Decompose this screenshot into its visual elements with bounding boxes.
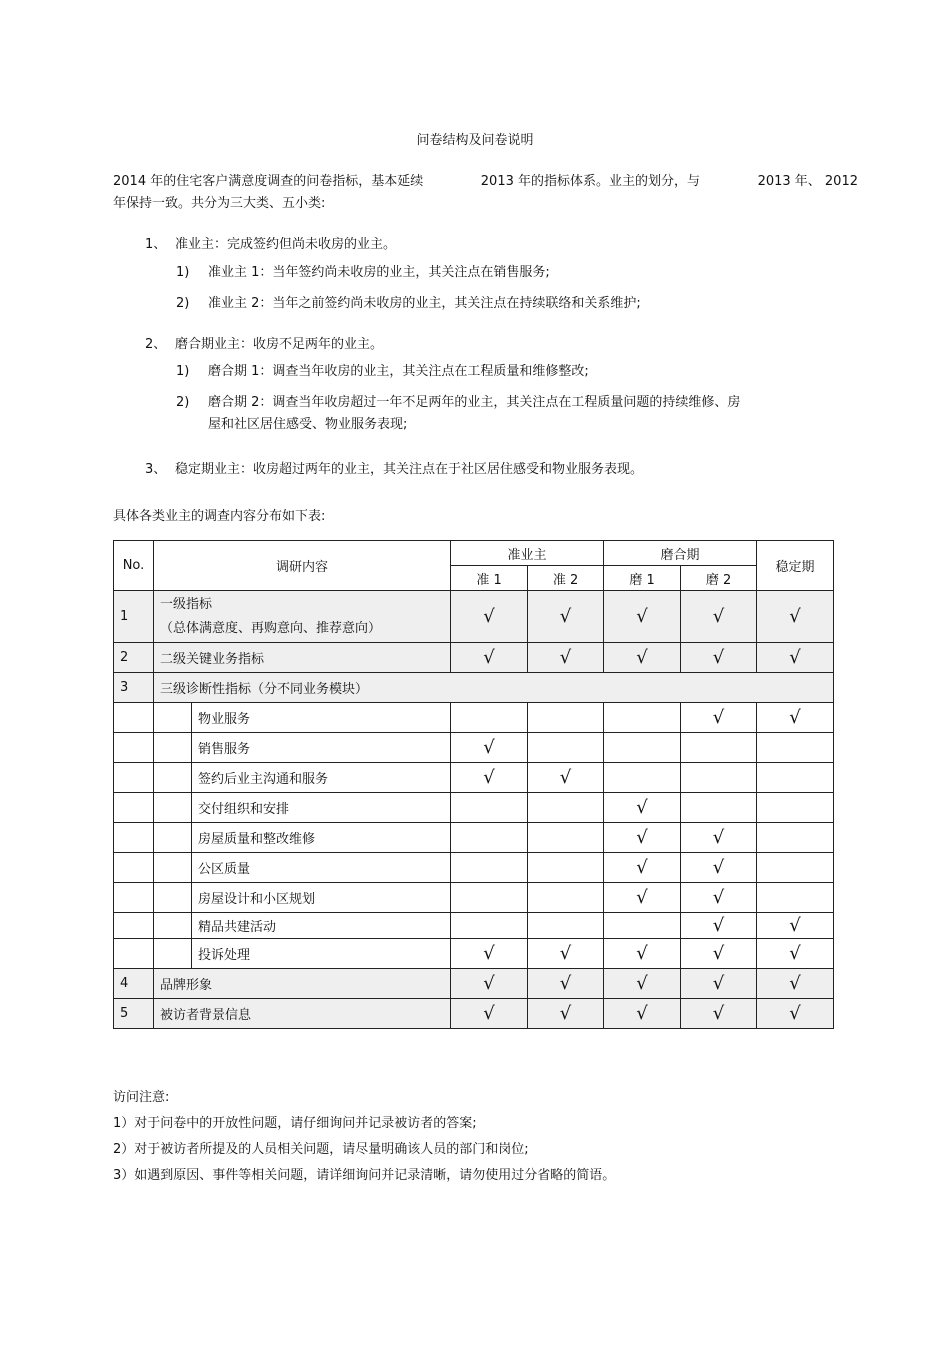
row-number: 4 — [114, 969, 154, 999]
subcategory-number: 1) — [176, 265, 190, 280]
check-mark: √ — [681, 939, 757, 969]
subcategory-number: 2) — [176, 395, 190, 410]
subcategory-text-continued: 屋和社区居住感受、物业服务表现; — [208, 417, 408, 432]
subcategory-text: 准业主 2：当年之前签约尚未收房的业主，其关注点在持续联络和关系维护; — [208, 296, 641, 311]
check-mark: √ — [604, 853, 681, 883]
check-mark: √ — [604, 793, 681, 823]
check-mark: √ — [528, 969, 604, 999]
row-label — [154, 591, 451, 643]
survey-content-table — [113, 540, 834, 1029]
category-number: 1、 — [145, 237, 167, 252]
check-mark: √ — [757, 913, 834, 939]
subrow-label: 签约后业主沟通和服务 — [192, 763, 451, 793]
check-mark: √ — [451, 643, 528, 673]
category-2 — [145, 333, 383, 352]
check-mark: √ — [757, 999, 834, 1029]
header-group-zhun: 准业主 — [451, 541, 604, 566]
subrow-label: 交付组织和安排 — [192, 793, 451, 823]
row-number: 5 — [114, 999, 154, 1029]
subcategory-number: 1) — [176, 364, 190, 379]
check-mark: √ — [451, 733, 528, 763]
subrow-label: 销售服务 — [192, 733, 451, 763]
check-mark: √ — [451, 939, 528, 969]
check-mark: √ — [528, 643, 604, 673]
table-caption: 具体各类业主的调查内容分布如下表: — [113, 509, 326, 524]
check-mark: √ — [604, 969, 681, 999]
check-mark: √ — [451, 969, 528, 999]
category-1 — [145, 233, 396, 252]
row-label-line-2: （总体满意度、再购意向、推荐意向） — [160, 620, 382, 636]
header-content: 调研内容 — [154, 541, 451, 591]
header-zhun1: 准 1 — [451, 566, 528, 591]
subrow-label: 物业服务 — [192, 703, 451, 733]
category-text: 磨合期业主：收房不足两年的业主。 — [175, 337, 384, 352]
table-subrow — [114, 763, 834, 793]
table-subrow — [114, 823, 834, 853]
table-subrow — [114, 939, 834, 969]
header-mo2: 磨 2 — [681, 566, 757, 591]
table-subrow — [114, 913, 834, 939]
check-mark: √ — [681, 969, 757, 999]
check-mark: √ — [681, 643, 757, 673]
intro-part-1: 2014 年的住宅客户满意度调查的问卷指标，基本延续 — [113, 174, 424, 189]
check-mark: √ — [604, 591, 681, 643]
check-mark: √ — [604, 939, 681, 969]
subcategory-text: 磨合期 2：调查当年收房超过一年不足两年的业主，其关注点在工程质量问题的持续维修、房 — [208, 395, 741, 410]
check-mark: √ — [681, 913, 757, 939]
check-mark: √ — [681, 883, 757, 913]
check-mark: √ — [604, 999, 681, 1029]
category-text: 准业主：完成签约但尚未收房的业主。 — [175, 237, 397, 252]
table-subrow — [114, 793, 834, 823]
check-mark: √ — [681, 591, 757, 643]
check-mark: √ — [604, 883, 681, 913]
table-row-1 — [114, 591, 834, 643]
interview-notes — [113, 1085, 615, 1189]
header-stable: 稳定期 — [757, 541, 834, 591]
notes-heading: 访问注意: — [113, 1090, 170, 1105]
note-item-2: 2）对于被访者所提及的人员相关问题，请尽量明确该人员的部门和岗位; — [113, 1142, 529, 1157]
check-mark: √ — [604, 643, 681, 673]
table-header-row-1 — [114, 541, 834, 566]
check-mark: √ — [757, 703, 834, 733]
table-row-3 — [114, 673, 834, 703]
check-mark: √ — [757, 591, 834, 643]
row-number: 1 — [114, 591, 154, 643]
table-row-5 — [114, 999, 834, 1029]
header-group-mo: 磨合期 — [604, 541, 757, 566]
check-mark: √ — [528, 999, 604, 1029]
category-number: 2、 — [145, 337, 167, 352]
note-item-3: 3）如遇到原因、事件等相关问题，请详细询问并记录清晰，请勿使用过分省略的简语。 — [113, 1168, 616, 1183]
category-text: 稳定期业主：收房超过两年的业主，其关注点在于社区居住感受和物业服务表现。 — [175, 462, 644, 477]
check-mark: √ — [451, 999, 528, 1029]
table-row-2 — [114, 643, 834, 673]
check-mark: √ — [757, 939, 834, 969]
subrow-label: 房屋设计和小区规划 — [192, 883, 451, 913]
note-item-1: 1）对于问卷中的开放性问题，请仔细询问并记录被访者的答案; — [113, 1116, 477, 1131]
subcategory-number: 2) — [176, 296, 190, 311]
check-mark: √ — [528, 591, 604, 643]
check-mark: √ — [681, 703, 757, 733]
subrow-label: 精品共建活动 — [192, 913, 451, 939]
row-number: 2 — [114, 643, 154, 673]
category-number: 3、 — [145, 462, 167, 477]
table-row-4 — [114, 969, 834, 999]
check-mark: √ — [528, 939, 604, 969]
check-mark: √ — [528, 763, 604, 793]
check-mark: √ — [451, 763, 528, 793]
table-subrow — [114, 703, 834, 733]
header-mo1: 磨 1 — [604, 566, 681, 591]
intro-line-2: 年保持一致。共分为三大类、五小类: — [113, 196, 326, 211]
row-label-line-1: 一级指标 — [160, 596, 213, 612]
subrow-label: 公区质量 — [192, 853, 451, 883]
check-mark: √ — [604, 823, 681, 853]
header-no: No. — [114, 541, 154, 591]
subcategory-text: 准业主 1：当年签约尚未收房的业主，其关注点在销售服务; — [208, 265, 550, 280]
header-zhun2: 准 2 — [528, 566, 604, 591]
category-3 — [145, 458, 643, 477]
intro-paragraph — [113, 171, 858, 215]
check-mark: √ — [757, 643, 834, 673]
subrow-label: 投诉处理 — [192, 939, 451, 969]
check-mark: √ — [451, 591, 528, 643]
row-label: 被访者背景信息 — [154, 999, 451, 1029]
check-mark: √ — [681, 823, 757, 853]
table-subrow — [114, 733, 834, 763]
page-title: 问卷结构及问卷说明 — [416, 133, 534, 148]
row-label: 品牌形象 — [154, 969, 451, 999]
subcategory-text: 磨合期 1：调查当年收房的业主，其关注点在工程质量和维修整改; — [208, 364, 589, 379]
intro-part-2: 2013 年的指标体系。业主的划分，与 — [480, 174, 700, 189]
intro-part-3: 2013 年、 2012 — [757, 174, 858, 189]
intro-line-1 — [113, 171, 858, 193]
row-number: 3 — [114, 673, 154, 703]
table-subrow — [114, 883, 834, 913]
check-mark: √ — [681, 999, 757, 1029]
check-mark: √ — [681, 853, 757, 883]
subrow-label: 房屋质量和整改维修 — [192, 823, 451, 853]
row-label: 三级诊断性指标（分不同业务模块） — [154, 673, 834, 703]
row-label: 二级关键业务指标 — [154, 643, 451, 673]
check-mark: √ — [757, 969, 834, 999]
table-subrow — [114, 853, 834, 883]
